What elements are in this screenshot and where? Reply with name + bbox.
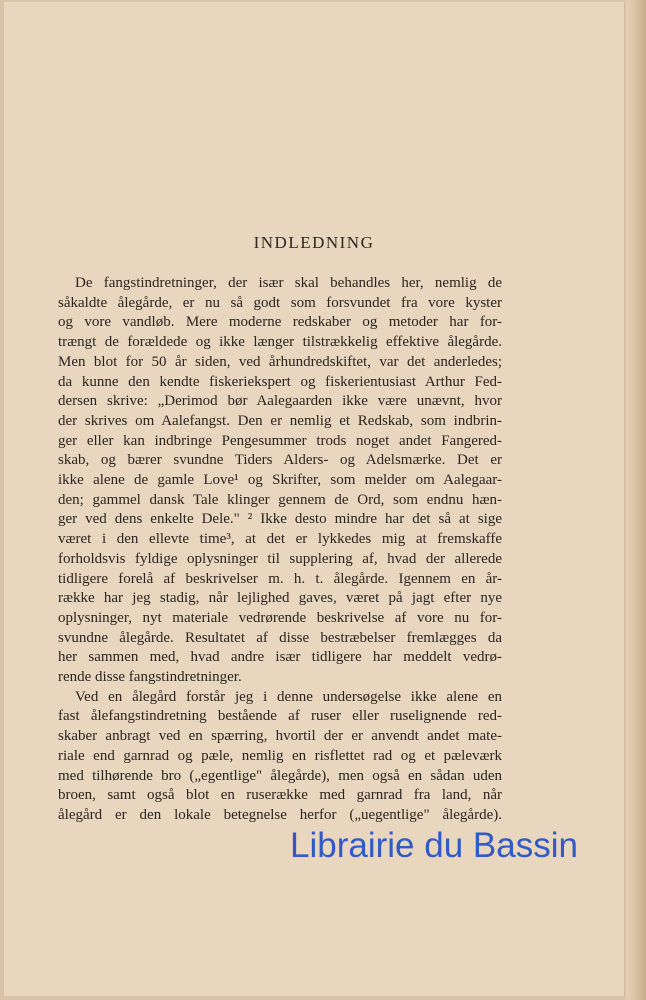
text-line: der skrives om Aalefangst. Den er nemlig et Redskab, som indbrin- [58,412,502,429]
text-line: Men blot for 50 år siden, ved århundredskiftet, var det anderledes; [58,353,502,370]
text-line: og vore vandløb. Mere moderne redskaber og metoder har for- [58,314,502,331]
text-line: ålegård er den lokale betegnelse herfor („uegentlige" ålegårde). [58,806,502,823]
text-line: dersen skrive: „Derimod bør Aalegaarden ikke være unævnt, hvor [58,393,502,410]
text-line: række har jeg stadig, når lejlighed gaves, været på jagt efter nye [58,590,502,607]
text-line: været i den ellevte time³, at det er lykkedes mig at fremskaffe [58,531,502,548]
watermark: Librairie du Bassin [290,826,578,865]
text-line: forholdsvis fyldige oplysninger til supplering af, hvad der allerede [58,550,502,567]
text-line: Ved en ålegård forstår jeg i denne undersøgelse ikke alene en [75,688,502,705]
text-line: ikke alene de gamle Love¹ og Skrifter, som melder om Aalegaar- [58,472,502,489]
chapter-heading: INDLEDNING [253,233,375,252]
text-line: skab, og bærer svundne Tiders Alders- og Adelsmærke. Det er [58,452,502,469]
text-line: den; gammel dansk Tale klinger gennem de Ord, som endnu hæn- [58,491,502,508]
text-line: her sammen med, hvad andre især tidligere har meddelt vedrø- [58,649,502,666]
text-line: såkaldte ålegårde, er nu så godt som forsvundet fra vore kyster [58,294,502,311]
text-line: svundne ålegårde. Resultatet af disse bestræbelser fremlægges da [58,629,502,646]
text-line: broen, samt også blot en ruserække med garnrad fra land, når [58,787,502,804]
text-line: ger eller kan indbringe Pengesummer trods noget andet Fangered- [58,432,502,449]
page-edge [626,0,646,1000]
text-line: trængt de forældede og ikke længer tilstrækkelig effektive ålegårde. [58,334,502,351]
text-line: rende disse fangstindretninger. [58,669,242,686]
paragraph-1 [58,274,502,688]
paragraph-2 [58,688,502,826]
text-line: riale end garnrad og pæle, nemlig en risflettet rad og et pæleværk [58,747,502,764]
text-line: ger ved dens enkelte Dele." ² Ikke desto mindre har det så at sige [58,511,502,528]
text-line: De fangstindretninger, der især skal behandles her, nemlig de [75,275,502,291]
body-text [58,274,502,826]
text-line: da kunne den kendte fiskeriekspert og fiskerientusiast Arthur Fed- [58,373,502,390]
text-line: fast ålefangstindretning bestående af ruser eller ruselignende red- [58,708,502,725]
text-line: tidligere forelå af beskrivelser m. h. t. ålegårde. Igennem en år- [58,570,502,587]
text-line: oplysninger, nyt materiale vedrørende beskrivelse af vore nu for- [58,609,502,626]
text-line: skaber anbragt ved en spærring, hvortil der er anvendt andet mate- [58,728,502,745]
text-line: med tilhørende bro („egentlige" ålegårde), men også en sådan uden [58,767,502,784]
